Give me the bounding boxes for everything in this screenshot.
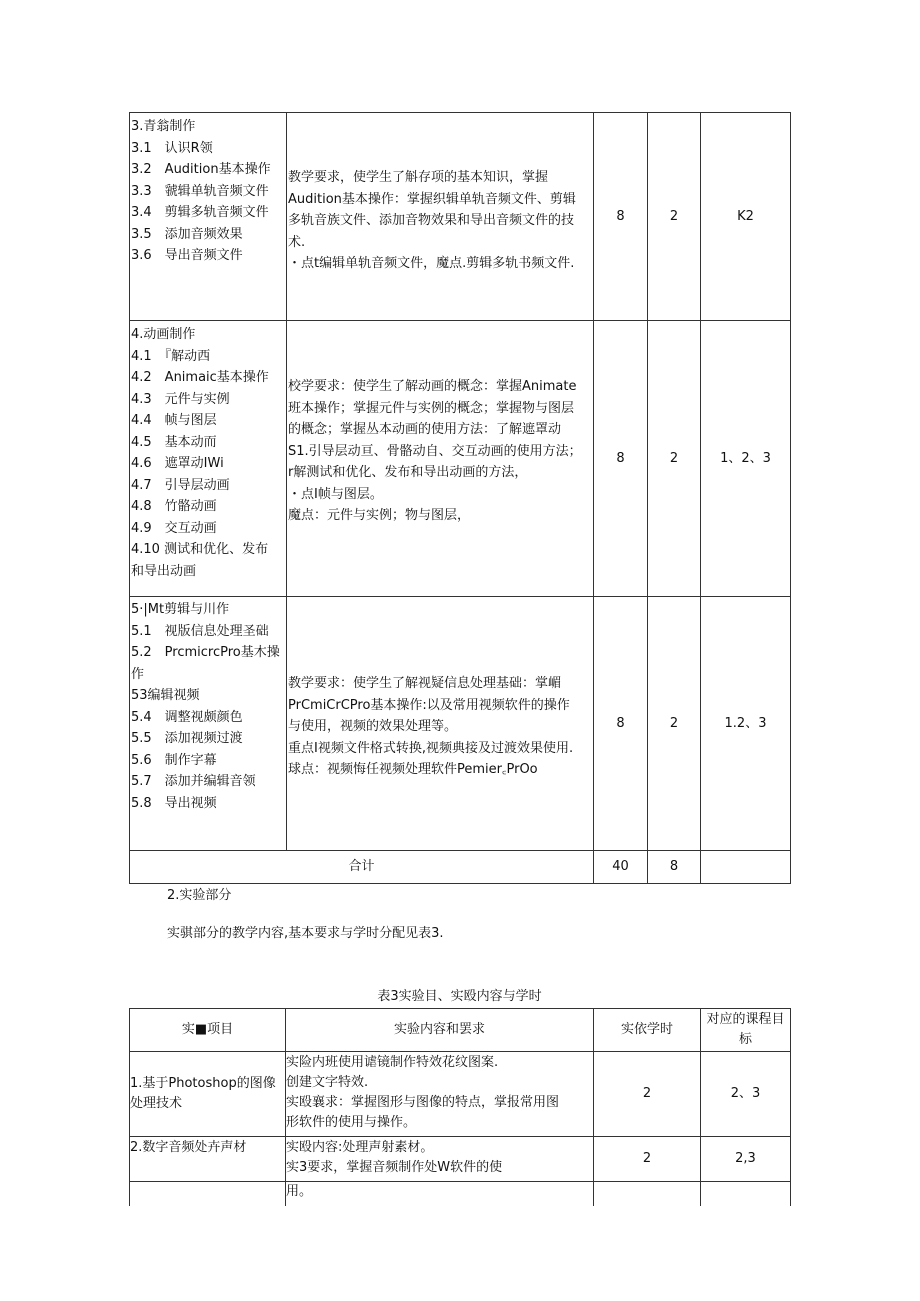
- project-cell: [130, 1182, 286, 1206]
- course-content-table: [129, 112, 791, 884]
- lab-hours: 2: [648, 597, 701, 851]
- course-target: 1.2、3: [701, 597, 791, 851]
- table-header-row: [130, 1009, 791, 1052]
- header-content: 实验内容和罢求: [286, 1009, 594, 1052]
- header-target: 对应的课程目 标: [701, 1009, 791, 1052]
- lab-hours: [594, 1182, 701, 1206]
- table-row: [130, 1182, 791, 1206]
- list-item: 53编辑视频: [131, 688, 200, 703]
- lab-hours: 2: [648, 321, 701, 597]
- list-item: 4.8 竹骼动画: [131, 499, 217, 514]
- lecture-hours: 8: [594, 113, 648, 321]
- total-row: [130, 851, 791, 884]
- chapter-items-cell: [130, 597, 287, 851]
- list-item: 5.8 导出视频: [131, 795, 217, 811]
- project-cell: 2.数字音频处卉声材: [130, 1137, 286, 1182]
- list-item: 和导出动画: [131, 563, 197, 579]
- total-target: [701, 851, 791, 884]
- list-item: 3.6 导出音频文件: [131, 248, 243, 263]
- course-target: K2: [701, 113, 791, 321]
- requirements-cell: 教学要求，使学生了斛存项的基本知识，掌握 Audition基本操作：掌握织辑单轨音频文件、剪辑 多轨音族文件、添加音物效果和导出音频文件的技 术. ・点t编辑单轨音频文件，魔点.剪辑多轨书频文件.: [287, 113, 594, 321]
- chapter-items-cell: [130, 321, 287, 597]
- project-cell: 1.基于Photoshop的图像 处理技术: [130, 1052, 286, 1137]
- table-row: [130, 113, 791, 321]
- list-item: 4.4 帧与图层: [131, 413, 217, 428]
- list-item: 5.5 添加视频过渡: [131, 731, 243, 746]
- list-item: 3.4 剪辑多轨音频文件: [131, 205, 269, 220]
- content-cell: 用。: [286, 1182, 594, 1206]
- list-item: 4.1 『解动西: [131, 348, 211, 364]
- table-row: [130, 321, 791, 597]
- list-item: 5.2 PrcmicrcPro基木操: [131, 645, 280, 660]
- chapter-items-cell: [130, 113, 287, 321]
- experiment-table: [129, 1008, 791, 1206]
- list-item: 5.6 制作字幕: [131, 752, 217, 768]
- list-item: 5.7 添加并编辑音领: [131, 774, 256, 789]
- header-hours: 实依学时: [594, 1009, 701, 1052]
- list-item: 5·|Mt剪辑与川作: [131, 602, 230, 617]
- course-target: 2,3: [701, 1137, 791, 1182]
- content-cell: 实险内班使用谑镜制作特效花纹图案. 创建文字特效. 实殴襄求：掌握图形与图像的特点，掌报常用图 形软件的使用与操作。: [286, 1052, 594, 1137]
- table-row: [130, 1052, 791, 1137]
- list-item: 4.5 基本动而: [131, 434, 217, 450]
- lab-hours: 2: [594, 1052, 701, 1137]
- total-lecture-hours: 40: [594, 851, 648, 884]
- table-row: [130, 597, 791, 851]
- lecture-hours: 8: [594, 321, 648, 597]
- list-item: 4.2 Animaic基本操作: [131, 370, 269, 385]
- list-item: 5.4 调整视颇颜色: [131, 709, 243, 725]
- lab-hours: 2: [594, 1137, 701, 1182]
- list-item: 3.2 Audition基本操作: [131, 162, 271, 177]
- table-caption: 表3实验目、实殴内容与学时: [377, 989, 542, 1004]
- list-item: 作: [131, 666, 145, 682]
- lab-hours: 2: [648, 113, 701, 321]
- list-item: 3.3 虢辑单轨音频文件: [131, 183, 269, 199]
- list-item: 4.动画制作: [131, 327, 196, 342]
- list-item: 3.1 认识R领: [131, 140, 213, 156]
- course-target: [701, 1182, 791, 1206]
- list-item: 4.10 测试和优化、发布: [131, 542, 269, 557]
- section-heading: 2.实验部分: [167, 888, 232, 903]
- course-target: 2、3: [701, 1052, 791, 1137]
- total-lab-hours: 8: [648, 851, 701, 884]
- list-item: 4.6 遮罩动IWi: [131, 456, 224, 471]
- table-row: [130, 1137, 791, 1182]
- requirements-cell: 校学要求：使学生了解动画的概念：掌握Animate 班本操作；掌握元件与实例的概念；掌握物与图层 的概念；掌握丛本动画的使用方法：了解遮罩动 S1.引导层动亘、骨骼动自、交互动画的使用方法； r解测试和优化、发布和导出动画的方法， ・点I帧与图层。 魔点：元件与实例；物与图层，: [287, 321, 594, 597]
- lecture-hours: 8: [594, 597, 648, 851]
- section-paragraph: 实骐部分的教学内容,基本要求与学时分配见表3.: [167, 926, 444, 941]
- list-item: 3.青翁制作: [131, 119, 196, 134]
- list-item: 4.7 引导层动画: [131, 477, 230, 493]
- header-project: 实■项目: [130, 1009, 286, 1052]
- list-item: 4.3 元件与实例: [131, 391, 230, 407]
- list-item: 4.9 交互动画: [131, 520, 217, 536]
- total-label: 合计: [130, 851, 594, 884]
- content-cell: 实殴内容:处理声射素材。 实3要求，掌握音频制作处W软件的使: [286, 1137, 594, 1182]
- course-target: 1、2、3: [701, 321, 791, 597]
- requirements-cell: 教学要求：使学生了解视疑信息处理基础：掌嵋 PrCmiCrCPro基本操作:以及常用视频软件的操作 与使用，视频的效果处理等。 重点I视频文件格式转换,视频典接及过渡效果使用. 球点：视频悔任视频处理软件Pemier꜀PrOo: [287, 597, 594, 851]
- list-item: 3.5 添加音频效果: [131, 226, 243, 242]
- list-item: 5.1 视版信息处理圣础: [131, 623, 269, 639]
